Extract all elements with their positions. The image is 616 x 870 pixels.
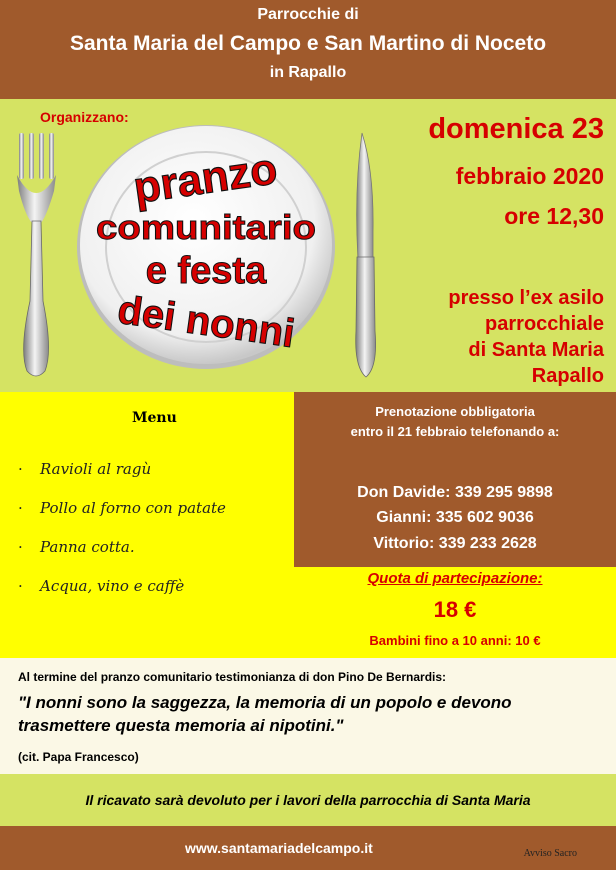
location-line: Rapallo	[531, 365, 604, 387]
booking-deadline: entro il 21 febbraio telefonando a:	[350, 424, 560, 439]
plate-line-nonni: dei nonni	[115, 287, 298, 357]
proceeds-section	[0, 774, 616, 826]
menu-item: · Panna cotta.	[18, 538, 135, 556]
fee-section	[294, 567, 616, 658]
fork-icon	[5, 131, 75, 381]
proceeds-text: Il ricavato sarà devoluto per i lavori della parrocchia di Santa Maria	[85, 792, 531, 808]
booking-heading: Prenotazione obbligatoria	[375, 404, 535, 419]
header-banner	[0, 0, 616, 99]
event-location	[364, 285, 604, 389]
fee-title: Quota di partecipazione:	[367, 570, 543, 587]
contact-vittorio: Vittorio: 339 233 2628	[373, 535, 537, 552]
booking-section	[294, 392, 616, 567]
contact-don-davide: Don Davide: 339 295 9898	[357, 484, 553, 501]
menu-item-label: Ravioli al ragù	[40, 460, 152, 478]
plate-line-pranzo: pranzo	[130, 144, 281, 213]
website-link[interactable]: www.santamariadelcampo.it	[185, 840, 373, 856]
menu-list	[18, 460, 226, 616]
location-line: di Santa Maria	[468, 339, 604, 361]
quote-citation: (cit. Papa Francesco)	[18, 750, 139, 764]
header-parish-names: Santa Maria del Campo e San Martino di Noceto	[69, 32, 547, 55]
event-day: domenica 23	[428, 113, 604, 145]
menu-item-label: Panna cotta.	[40, 538, 135, 556]
menu-section	[0, 392, 294, 658]
plate-line-festa: e festa	[145, 250, 267, 292]
quote-text: "I nonni sono la saggezza, la memoria di un popolo e devono trasmettere questa memoria ai nipotini."	[18, 693, 512, 735]
plate-graphic	[75, 123, 337, 371]
header-town: in Rapallo	[269, 64, 347, 81]
testimony-intro: Al termine del pranzo comunitario testimonianza di don Pino De Bernardis:	[18, 670, 447, 684]
hero-section	[0, 99, 616, 392]
fee-price: 18 €	[433, 597, 477, 622]
quote-section	[0, 658, 616, 774]
organizers-label: Organizzano:	[40, 109, 129, 125]
event-month-year: febbraio 2020	[455, 163, 604, 189]
menu-item-label: Pollo al forno con patate	[40, 499, 226, 517]
menu-item: · Acqua, vino e caffè	[18, 577, 185, 595]
header-parishes-label: Parrocchie di	[257, 6, 359, 23]
menu-title: Menu	[132, 410, 177, 426]
menu-item: · Pollo al forno con patate	[18, 499, 226, 517]
menu-item: · Ravioli al ragù	[18, 460, 152, 478]
notice-label: Avviso Sacro	[523, 848, 577, 859]
location-line: parrocchiale	[485, 313, 604, 335]
plate-line-comunitario: comunitario	[96, 209, 316, 247]
event-time: ore 12,30	[504, 203, 604, 229]
contact-gianni: Gianni: 335 602 9036	[376, 509, 534, 526]
fee-children: Bambini fino a 10 anni: 10 €	[369, 633, 541, 648]
menu-item-label: Acqua, vino e caffè	[40, 577, 185, 595]
footer	[0, 826, 616, 870]
location-line: presso l’ex asilo	[448, 287, 604, 309]
